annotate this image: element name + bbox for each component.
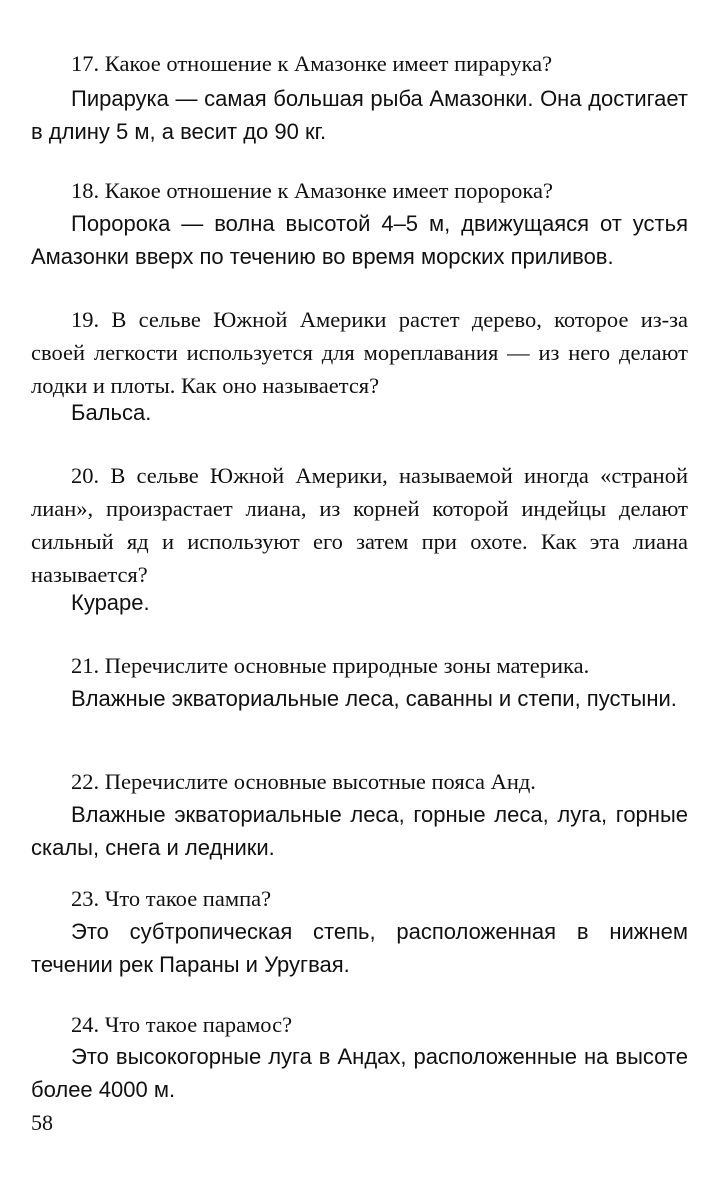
answer-22: Влажные экваториальные леса, горные леса, луга, горные скалы, снега и ледники. — [31, 802, 688, 860]
answer-23: Это субтропическая степь, расположенная в нижнем течении рек Параны и Уругвая. — [31, 919, 688, 977]
question-19: 19. В сельве Южной Америки растет дерево, которое из-за своей легкости используется для мореплавания — из него делают лодки и плоты. Как оно называется? — [31, 307, 688, 398]
answer-18: Поророка — волна высотой 4–5 м, движущаяся от устья Амазонки вверх по течению во время морских приливов. — [31, 211, 688, 269]
question-21: 21. Перечислите основные природные зоны материка. — [71, 653, 590, 678]
question-24: 24. Что такое парамос? — [71, 1012, 293, 1037]
question-20: 20. В сельве Южной Америки, называемой иногда «страной лиан», произрастает лиана, из корней которой индейцы делают сильный яд и используют его затем при охоте. Как эта лиана называется? — [31, 463, 688, 587]
question-17: 17. Какое отношение к Амазонке имеет пирарука? — [71, 51, 553, 76]
question-23: 23. Что такое пампа? — [71, 886, 272, 911]
question-18: 18. Какое отношение к Амазонке имеет поророка? — [71, 178, 553, 203]
page-number: 58 — [31, 1110, 53, 1135]
question-22: 22. Перечислите основные высотные пояса Анд. — [71, 769, 536, 794]
answer-17: Пирарука — самая большая рыба Амазонки. Она достигает в длину 5 м, а весит до 90 кг. — [31, 86, 688, 144]
answer-21: Влажные экваториальные леса, саванны и степи, пустыни. — [71, 686, 677, 711]
answer-19: Бальса. — [71, 400, 152, 425]
answer-24: Это высокогорные луга в Андах, расположенные на высоте более 4000 м. — [31, 1044, 688, 1102]
answer-20: Кураре. — [71, 590, 150, 615]
